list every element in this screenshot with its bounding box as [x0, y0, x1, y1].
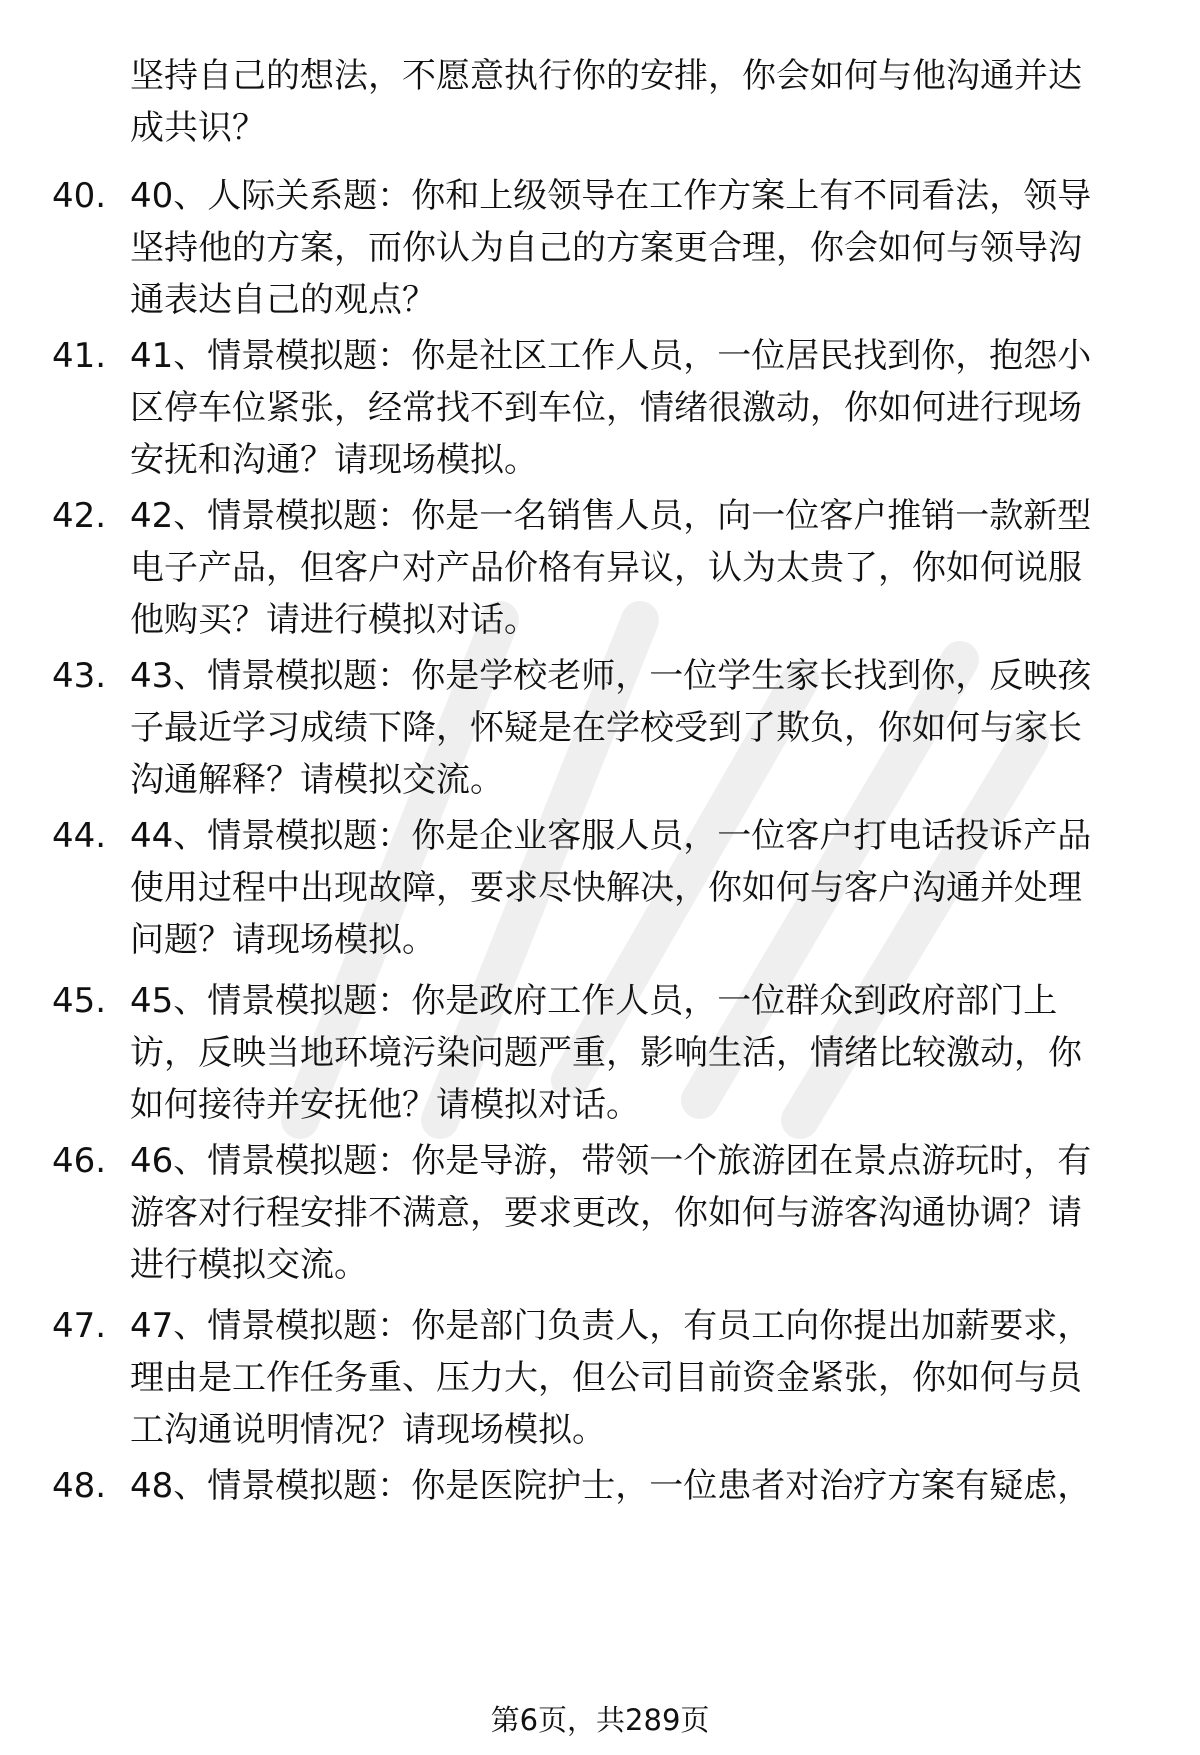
text-line: 区停车位紧张，经常找不到车位，情绪很激动，你如何进行现场 [130, 388, 1082, 428]
text-line: 问题？请现场模拟。 [130, 920, 436, 960]
text-line: 通表达自己的观点？ [130, 280, 436, 320]
text-line: 他购买？请进行模拟对话。 [130, 600, 538, 640]
item-number: 48. [52, 1466, 107, 1506]
text-line: 使用过程中出现故障，要求尽快解决，你如何与客户沟通并处理 [130, 868, 1082, 908]
item-number: 47. [52, 1306, 107, 1346]
text-line: 安抚和沟通？请现场模拟。 [130, 440, 538, 480]
text-line: 理由是工作任务重、压力大，但公司目前资金紧张，你如何与员 [130, 1358, 1082, 1398]
item-text [130, 1135, 1130, 1291]
item-text [130, 975, 1130, 1131]
item-text [130, 1300, 1130, 1456]
item-text [130, 170, 1130, 326]
text-line: 47、情景模拟题：你是部门负责人，有员工向你提出加薪要求， [130, 1306, 1092, 1346]
item-text [130, 1460, 1130, 1512]
page-footer: 第6页，共289页 [490, 1703, 710, 1737]
text-line: 成共识？ [130, 108, 266, 148]
item-number: 43. [52, 656, 107, 696]
item-text [130, 810, 1130, 966]
text-line: 坚持他的方案，而你认为自己的方案更合理，你会如何与领导沟 [130, 228, 1082, 268]
text-line: 42、情景模拟题：你是一名销售人员，向一位客户推销一款新型 [130, 496, 1092, 536]
item-number: 42. [52, 496, 107, 536]
text-line: 沟通解释？请模拟交流。 [130, 760, 504, 800]
text-line: 坚持自己的想法，不愿意执行你的安排，你会如何与他沟通并达 [130, 56, 1082, 96]
item-number: 45. [52, 981, 107, 1021]
text-line: 进行模拟交流。 [130, 1245, 368, 1285]
intro-text [130, 50, 1130, 154]
text-line: 电子产品，但客户对产品价格有异议，认为太贵了，你如何说服 [130, 548, 1082, 588]
text-line: 如何接待并安抚他？请模拟对话。 [130, 1085, 640, 1125]
item-number: 40. [52, 176, 107, 216]
item-number: 46. [52, 1141, 107, 1181]
item-number: 44. [52, 816, 107, 856]
text-line: 45、情景模拟题：你是政府工作人员，一位群众到政府部门上 [130, 981, 1058, 1021]
text-line: 访，反映当地环境污染问题严重，影响生活，情绪比较激动，你 [130, 1033, 1082, 1073]
text-line: 48、情景模拟题：你是医院护士，一位患者对治疗方案有疑虑， [130, 1466, 1092, 1506]
text-line: 44、情景模拟题：你是企业客服人员，一位客户打电话投诉产品 [130, 816, 1092, 856]
text-line: 工沟通说明情况？请现场模拟。 [130, 1410, 606, 1450]
text-line: 46、情景模拟题：你是导游，带领一个旅游团在景点游玩时，有 [130, 1141, 1092, 1181]
text-line: 游客对行程安排不满意，要求更改，你如何与游客沟通协调？请 [130, 1193, 1082, 1233]
item-number: 41. [52, 336, 107, 376]
text-line: 子最近学习成绩下降，怀疑是在学校受到了欺负，你如何与家长 [130, 708, 1082, 748]
text-line: 43、情景模拟题：你是学校老师，一位学生家长找到你，反映孩 [130, 656, 1092, 696]
item-text [130, 490, 1130, 646]
item-text [130, 330, 1130, 486]
item-text [130, 650, 1130, 806]
text-line: 40、人际关系题：你和上级领导在工作方案上有不同看法，领导 [130, 176, 1092, 216]
text-line: 41、情景模拟题：你是社区工作人员，一位居民找到你，抱怨小 [130, 336, 1092, 376]
